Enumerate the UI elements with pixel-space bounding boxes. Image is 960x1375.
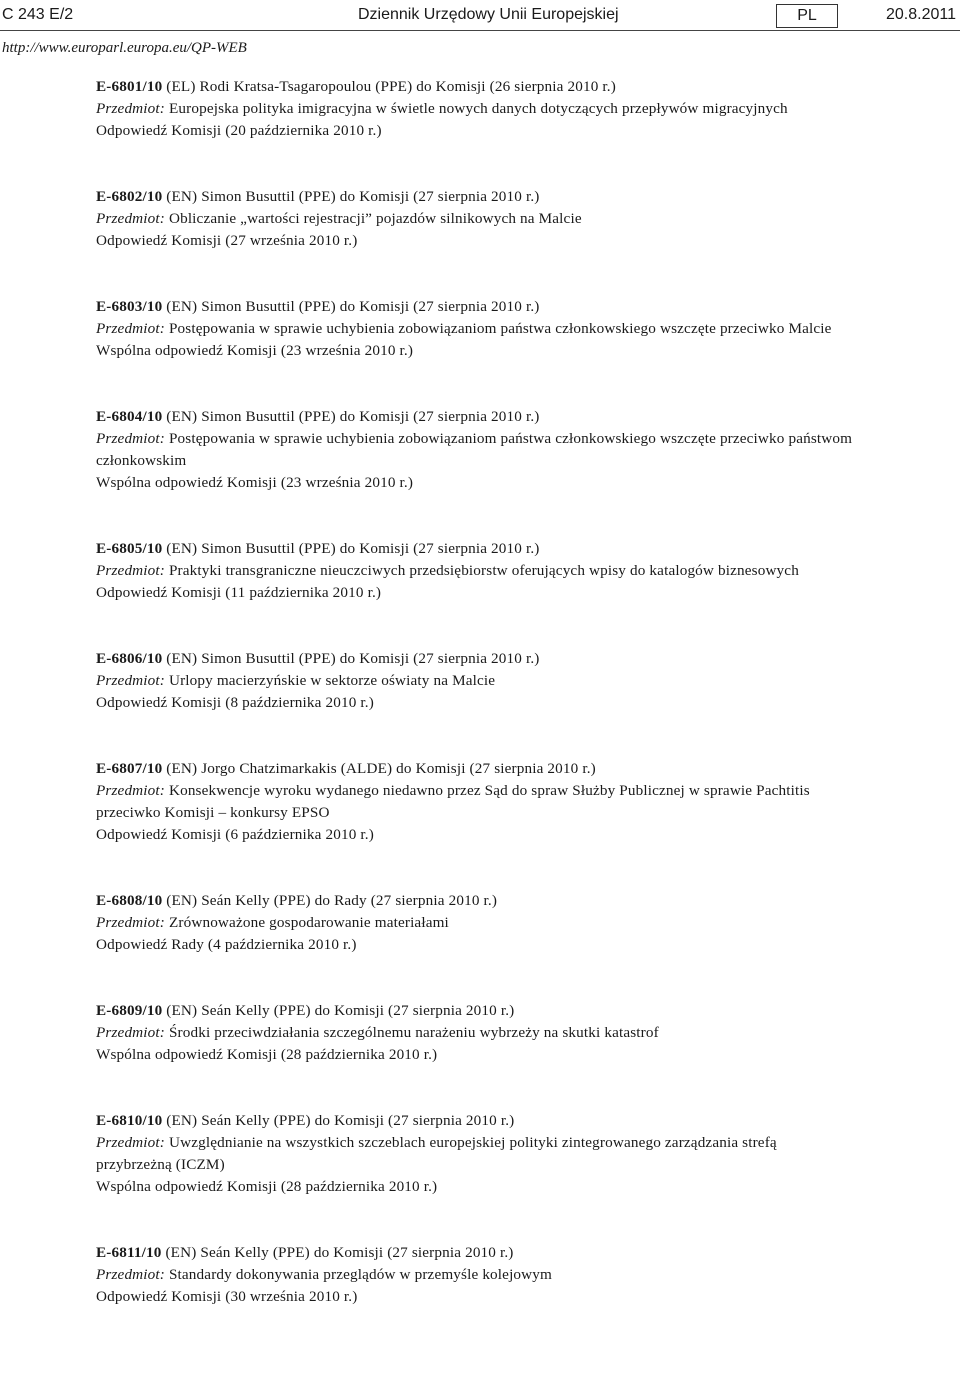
question-subject — [96, 1132, 856, 1176]
subject-label: Przedmiot: — [96, 320, 165, 337]
question-number: E-6806/10 — [96, 650, 163, 667]
question-number: E-6809/10 — [96, 1002, 163, 1019]
question-byline: (EN) Seán Kelly (PPE) do Komisji (27 sierpnia 2010 r.) — [166, 1112, 515, 1129]
question-entry — [96, 1242, 856, 1308]
question-subject — [96, 560, 856, 582]
question-entry — [96, 296, 856, 362]
answer-line: Odpowiedź Komisji (20 października 2010 r.) — [96, 122, 382, 139]
question-number: E-6807/10 — [96, 760, 163, 777]
answer-line: Wspólna odpowiedź Komisji (28 października 2010 r.) — [96, 1046, 438, 1063]
answer-line: Odpowiedź Komisji (8 października 2010 r.) — [96, 694, 374, 711]
question-subject — [96, 1264, 856, 1286]
subject-label: Przedmiot: — [96, 210, 165, 227]
question-subject — [96, 912, 856, 934]
subject-label: Przedmiot: — [96, 914, 165, 931]
question-entry — [96, 76, 856, 142]
question-entry — [96, 538, 856, 604]
question-byline: (EN) Simon Busuttil (PPE) do Komisji (27 sierpnia 2010 r.) — [166, 408, 540, 425]
question-byline: (EN) Simon Busuttil (PPE) do Komisji (27 sierpnia 2010 r.) — [166, 298, 540, 315]
question-heading — [96, 758, 856, 780]
question-entry — [96, 648, 856, 714]
source-url[interactable]: http://www.europarl.europa.eu/QP-WEB — [2, 40, 247, 56]
answer-line: Wspólna odpowiedź Komisji (23 września 2010 r.) — [96, 474, 414, 491]
question-byline: (EN) Seán Kelly (PPE) do Rady (27 sierpnia 2010 r.) — [166, 892, 498, 909]
subject-text: Obliczanie „wartości rejestracji” pojazdów silnikowych na Malcie — [168, 210, 582, 227]
subject-label: Przedmiot: — [96, 430, 165, 447]
question-heading — [96, 538, 856, 560]
answer-line: Odpowiedź Komisji (30 września 2010 r.) — [96, 1288, 358, 1305]
question-number: E-6811/10 — [96, 1244, 162, 1261]
question-subject — [96, 98, 856, 120]
question-heading — [96, 1242, 856, 1264]
question-heading — [96, 1000, 856, 1022]
question-entry — [96, 406, 856, 494]
question-subject — [96, 318, 856, 340]
subject-label: Przedmiot: — [96, 100, 165, 117]
question-entry — [96, 758, 856, 846]
subject-label: Przedmiot: — [96, 782, 165, 799]
subject-text: Konsekwencje wyroku wydanego niedawno przez Sąd do spraw Służby Publicznej w sprawie Pachtitis przeciwko Komisji – konkursy EPSO — [96, 782, 810, 821]
question-entry — [96, 1000, 856, 1066]
question-number: E-6802/10 — [96, 188, 163, 205]
subject-text: Uwzględnianie na wszystkich szczeblach europejskiej polityki zintegrowanego zarządzania strefą przybrzeżną (ICZM) — [96, 1134, 777, 1173]
question-heading — [96, 76, 856, 98]
question-heading — [96, 186, 856, 208]
answer-line: Odpowiedź Komisji (11 października 2010 r.) — [96, 584, 382, 601]
answer-line: Odpowiedź Komisji (6 października 2010 r.) — [96, 826, 374, 843]
answer-line: Wspólna odpowiedź Komisji (28 października 2010 r.) — [96, 1178, 438, 1195]
question-subject — [96, 208, 856, 230]
subject-text: Standardy dokonywania przeglądów w przemyśle kolejowym — [168, 1266, 553, 1283]
subject-text: Urlopy macierzyńskie w sektorze oświaty na Malcie — [168, 672, 496, 689]
question-byline: (EN) Seán Kelly (PPE) do Komisji (27 sierpnia 2010 r.) — [166, 1002, 515, 1019]
answer-line: Odpowiedź Komisji (27 września 2010 r.) — [96, 232, 358, 249]
question-entry — [96, 186, 856, 252]
question-byline: (EN) Simon Busuttil (PPE) do Komisji (27 sierpnia 2010 r.) — [166, 650, 540, 667]
question-list — [96, 76, 856, 1352]
subject-text: Zrównoważone gospodarowanie materiałami — [168, 914, 449, 931]
question-heading — [96, 890, 856, 912]
question-entry — [96, 1110, 856, 1198]
question-subject — [96, 670, 856, 692]
question-heading — [96, 296, 856, 318]
publication-date: 20.8.2011 — [886, 6, 956, 23]
question-subject — [96, 780, 856, 824]
question-number: E-6805/10 — [96, 540, 163, 557]
question-heading — [96, 648, 856, 670]
subject-label: Przedmiot: — [96, 1024, 165, 1041]
answer-line: Odpowiedź Rady (4 października 2010 r.) — [96, 936, 357, 953]
question-number: E-6810/10 — [96, 1112, 163, 1129]
question-number: E-6804/10 — [96, 408, 163, 425]
question-byline: (EN) Seán Kelly (PPE) do Komisji (27 sierpnia 2010 r.) — [165, 1244, 514, 1261]
question-byline: (EN) Simon Busuttil (PPE) do Komisji (27 sierpnia 2010 r.) — [166, 540, 540, 557]
subject-text: Postępowania w sprawie uchybienia zobowiązaniom państwa członkowskiego wszczęte przeciwko państwom członkowskim — [96, 430, 853, 469]
page-header — [0, 0, 960, 30]
question-byline: (EN) Jorgo Chatzimarkakis (ALDE) do Komisji (27 sierpnia 2010 r.) — [166, 760, 596, 777]
question-heading — [96, 1110, 856, 1132]
question-subject — [96, 428, 856, 472]
question-byline: (EL) Rodi Kratsa-Tsagaropoulou (PPE) do Komisji (26 sierpnia 2010 r.) — [166, 78, 616, 95]
header-divider — [0, 30, 960, 31]
subject-label: Przedmiot: — [96, 672, 165, 689]
subject-text: Środki przeciwdziałania szczególnemu narażeniu wybrzeży na skutki katastrof — [168, 1024, 659, 1041]
question-heading — [96, 406, 856, 428]
question-number: E-6803/10 — [96, 298, 163, 315]
subject-label: Przedmiot: — [96, 1134, 165, 1151]
subject-label: Przedmiot: — [96, 562, 165, 579]
subject-text: Praktyki transgraniczne nieuczciwych przedsiębiorstw oferujących wpisy do katalogów biznesowych — [168, 562, 799, 579]
language-badge: PL — [776, 4, 838, 28]
journal-title: Dziennik Urzędowy Unii Europejskiej — [358, 6, 619, 23]
page-reference: C 243 E/2 — [2, 6, 74, 23]
subject-text: Europejska polityka imigracyjna w świetle nowych danych dotyczących przepływów migracyjnych — [168, 100, 788, 117]
question-entry — [96, 890, 856, 956]
answer-line: Wspólna odpowiedź Komisji (23 września 2010 r.) — [96, 342, 414, 359]
question-byline: (EN) Simon Busuttil (PPE) do Komisji (27 sierpnia 2010 r.) — [166, 188, 540, 205]
question-number: E-6808/10 — [96, 892, 163, 909]
subject-label: Przedmiot: — [96, 1266, 165, 1283]
subject-text: Postępowania w sprawie uchybienia zobowiązaniom państwa członkowskiego wszczęte przeciwko Malcie — [168, 320, 832, 337]
question-subject — [96, 1022, 856, 1044]
question-number: E-6801/10 — [96, 78, 163, 95]
